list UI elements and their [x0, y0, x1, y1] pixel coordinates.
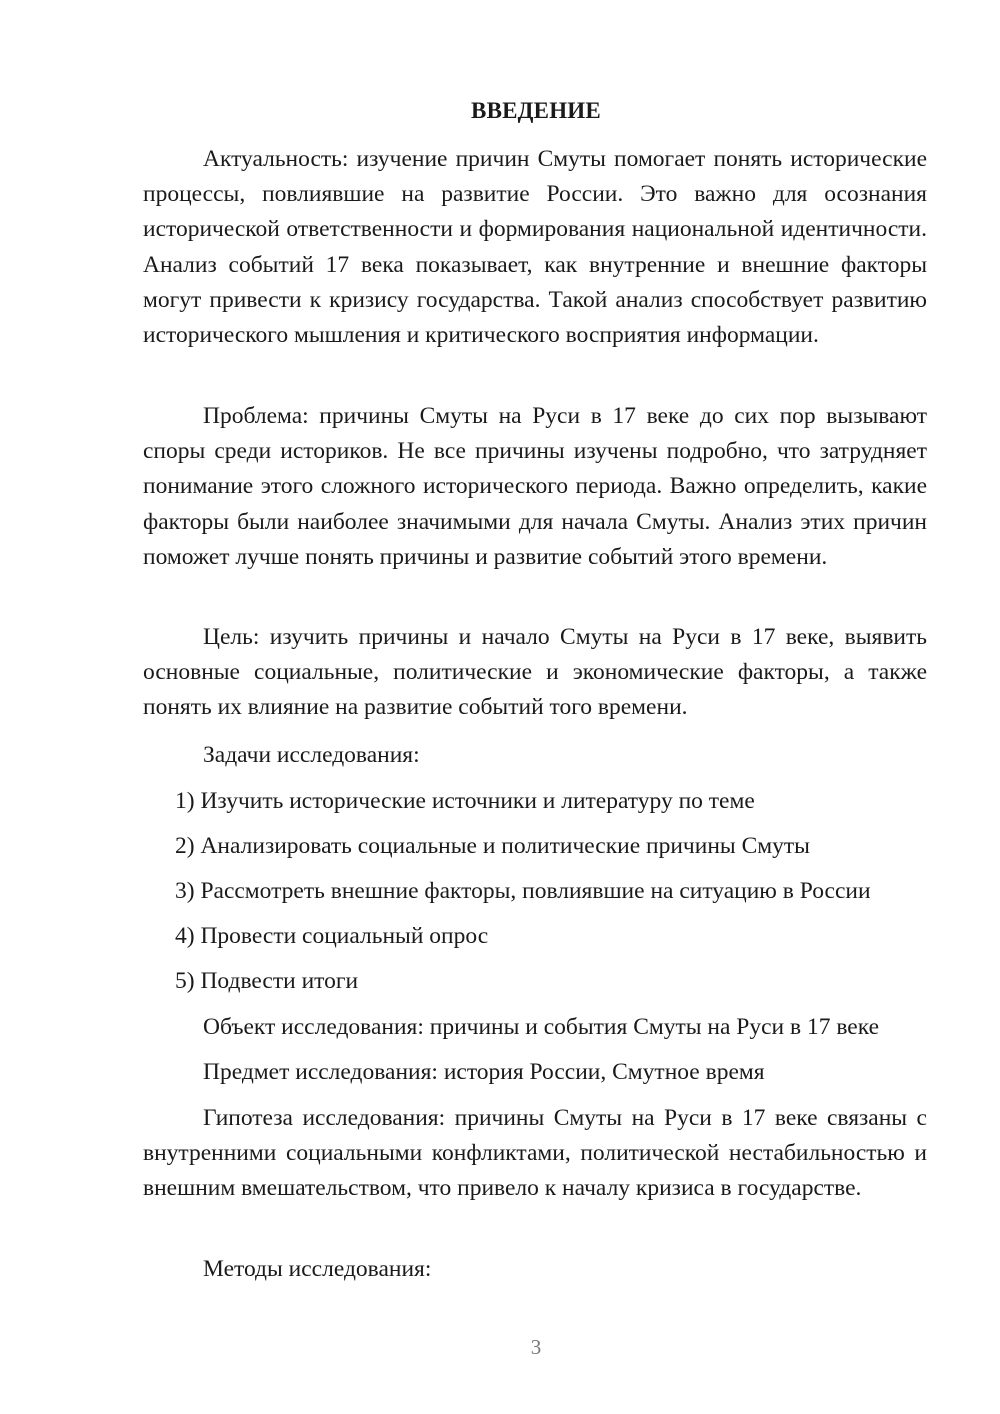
task-list-item: 5) Подвести итоги — [175, 968, 359, 994]
research-subject: Предмет исследования: история России, Смутное время — [203, 1059, 765, 1085]
task-list-item: 2) Анализировать социальные и политические причины Смуты — [175, 833, 810, 859]
page-title: ВВЕДЕНИЕ — [471, 98, 601, 123]
methods-heading: Методы исследования: — [203, 1256, 432, 1282]
task-list-item: 4) Провести социальный опрос — [175, 923, 489, 949]
goal-paragraph: Цель: изучить причины и начало Смуты на Руси в 17 веке, выявить основные социальные, политические и экономические факторы, а также понять их влияние на развитие событий того времени. — [143, 624, 927, 721]
tasks-heading: Задачи исследования: — [203, 742, 420, 768]
problem-paragraph: Проблема: причины Смуты на Руси в 17 веке до сих пор вызывают споры среди историков. Не все причины изучены подробно, что затрудняет понимание этого сложного исторического периода. Важно определить, какие факторы были наиболее значимыми для начала Смуты. Анализ этих причин поможет лучше понять причины и развитие событий этого времени. — [143, 403, 927, 570]
task-list-item: 1) Изучить исторические источники и литературу по теме — [175, 788, 755, 814]
task-list-item: 3) Рассмотреть внешние факторы, повлиявшие на ситуацию в России — [175, 878, 871, 904]
page-number: 3 — [530, 1335, 542, 1359]
research-object: Объект исследования: причины и события Смуты на Руси в 17 веке — [203, 1014, 880, 1040]
relevance-paragraph: Актуальность: изучение причин Смуты помогает понять исторические процессы, повлиявшие на развитие России. Это важно для осознания исторической ответственности и формирования национальной идентичности. Анализ событий 17 века показывает, как внутренние и внешние факторы могут привести к кризису государства. Такой анализ способствует развитию исторического мышления и критического восприятия информации. — [143, 146, 927, 349]
hypothesis-paragraph: Гипотеза исследования: причины Смуты на Руси в 17 веке связаны с внутренними социальными конфликтами, политической нестабильностью и внешним вмешательством, что привело к началу кризиса в государстве. — [143, 1105, 927, 1202]
